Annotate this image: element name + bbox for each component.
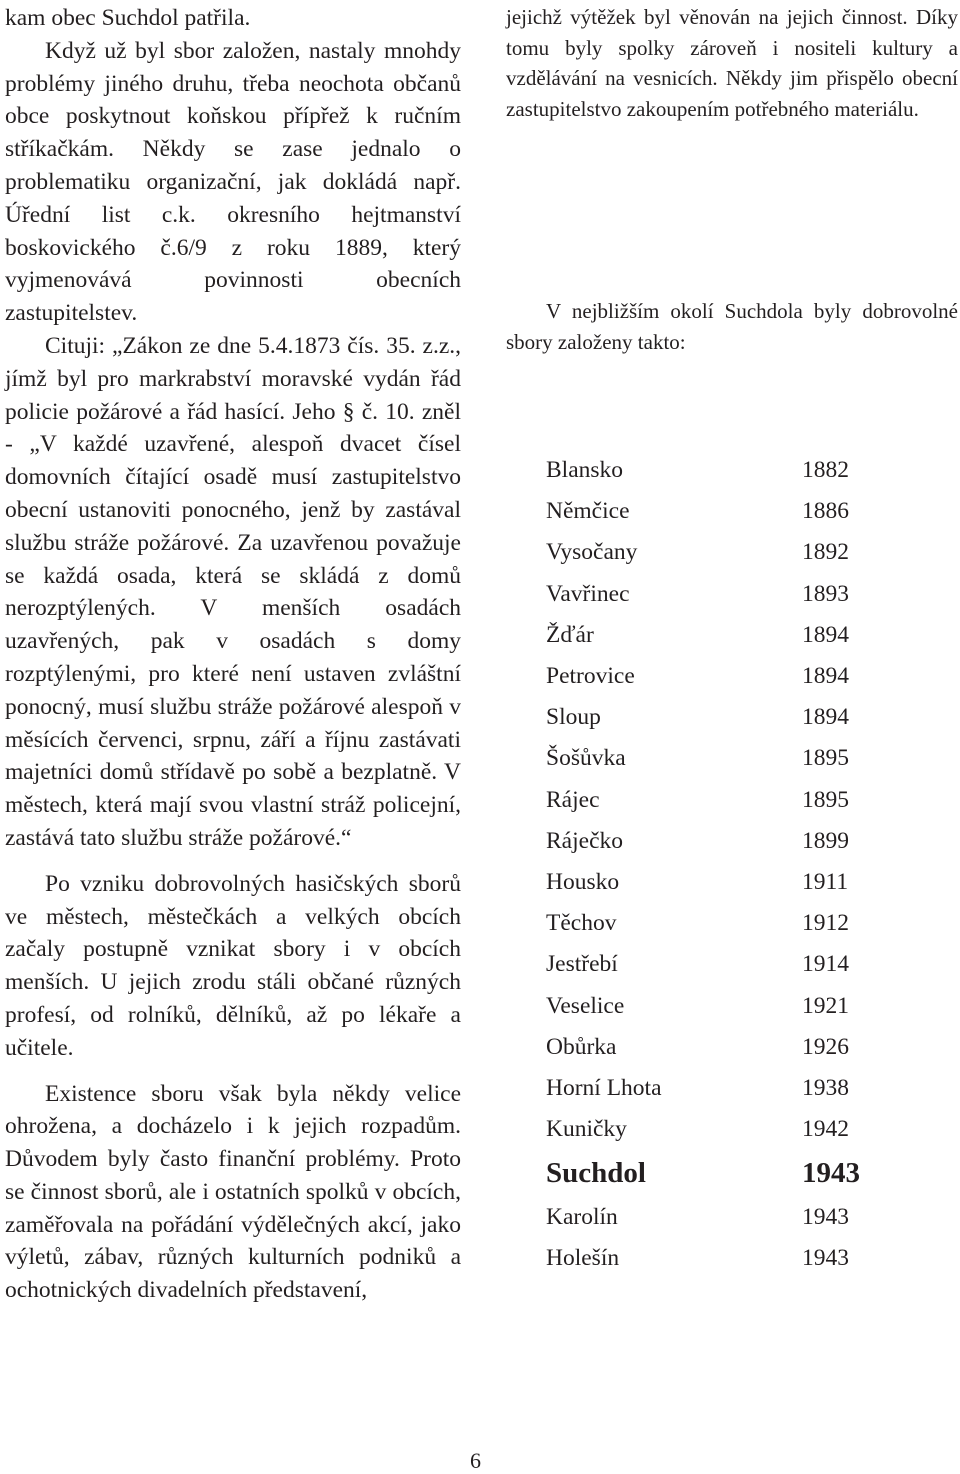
town-row <box>546 780 876 821</box>
town-row <box>546 944 876 985</box>
town-name: Rájec <box>546 786 600 813</box>
town-name: Jestřebí <box>546 951 618 978</box>
town-year: 1921 <box>802 992 849 1019</box>
town-name: Veselice <box>546 992 625 1019</box>
town-year: 1914 <box>802 951 849 978</box>
town-row <box>546 491 876 532</box>
town-year: 1899 <box>802 827 849 854</box>
towns-intro <box>506 296 958 357</box>
town-year: 1911 <box>802 868 849 895</box>
left-paragraph: Existence sboru však byla někdy velice ohrožena, a docházelo i k jejich rozpadům. Důvodem byly často finanční problémy. Proto se činnost sborů, ale i ostatních spolků v obcích, zaměřovala na pořádání výdělečných akcí, jako výletů, zábav, různých kulturních podniků a ochotnických divadelních představení, <box>5 1080 461 1304</box>
town-name: Housko <box>546 868 620 895</box>
town-row <box>546 1197 876 1238</box>
towns-table <box>546 450 876 1280</box>
town-name: Vysočany <box>546 539 638 566</box>
town-year: 1893 <box>802 580 849 607</box>
town-year: 1912 <box>802 910 849 937</box>
town-name: Němčice <box>546 498 630 525</box>
town-name: Ráječko <box>546 827 623 854</box>
town-name: Vavřinec <box>546 580 630 607</box>
town-year: 1892 <box>802 539 849 566</box>
town-year: 1894 <box>802 704 849 731</box>
town-name: Obůrka <box>546 1033 617 1060</box>
town-name: Horní Lhota <box>546 1074 662 1101</box>
town-row <box>546 615 876 656</box>
left-paragraph: kam obec Suchdol patřila. <box>5 5 251 31</box>
town-row <box>546 862 876 903</box>
town-row <box>546 1238 876 1279</box>
town-year: 1895 <box>802 786 849 813</box>
town-year: 1886 <box>802 498 849 525</box>
town-year: 1943 <box>802 1245 849 1272</box>
town-year: 1882 <box>802 457 849 484</box>
intro-paragraph: V nejbližším okolí Suchdola byly dobrovolné sbory založeny takto: <box>506 299 958 354</box>
town-row <box>546 738 876 779</box>
town-name: Karolín <box>546 1204 618 1231</box>
town-row <box>546 697 876 738</box>
town-name: Petrovice <box>546 663 635 690</box>
town-row <box>546 903 876 944</box>
town-row <box>546 1068 876 1109</box>
town-row <box>546 656 876 697</box>
town-row <box>546 574 876 615</box>
town-name: Holešín <box>546 1245 620 1272</box>
town-name: Žďár <box>546 621 594 648</box>
town-year: 1895 <box>802 745 849 772</box>
town-name: Kuničky <box>546 1116 627 1143</box>
town-name: Šošůvka <box>546 745 626 772</box>
town-name: Suchdol <box>546 1157 646 1190</box>
town-name: Blansko <box>546 457 624 484</box>
town-year: 1894 <box>802 621 849 648</box>
town-year: 1943 <box>802 1157 860 1190</box>
left-column <box>5 2 461 1307</box>
town-year: 1943 <box>802 1204 849 1231</box>
left-paragraph: Když už byl sbor založen, nastaly mnohdy problémy jiného druhu, třeba neochota občanů obce poskytnout koňskou přípřež k ručním stříkačkám. Někdy se zase jednalo o problematiku organizační, jak dokládá např. Úřední list c.k. okresního hejtmanství boskovického č.6/9 z roku 1889, který vyjmenovává povinnosti obecních zastupitelstev. <box>5 37 461 327</box>
town-name: Těchov <box>546 910 617 937</box>
town-row <box>546 450 876 491</box>
town-year: 1894 <box>802 663 849 690</box>
town-row <box>546 1109 876 1150</box>
town-row <box>546 1027 876 1068</box>
town-year: 1926 <box>802 1033 849 1060</box>
page-number: 6 <box>470 1448 481 1473</box>
town-row <box>546 985 876 1026</box>
town-year: 1938 <box>802 1074 849 1101</box>
right-paragraph: jejichž výtěžek byl věnován na jejich činnost. Díky tomu byly spolky zároveň i nositeli kultury a vzdělávání na vesnicích. Někdy jim přispělo obecní zastupitelstvo zakoupením potřebného materiálu. <box>506 5 958 121</box>
town-name: Sloup <box>546 704 601 731</box>
left-paragraph: Po vzniku dobrovolných hasičských sborů ve městech, městečkách a velkých obcích začaly postupně vznikat sbory i v obcích menších. U jejich zrodu stáli občané různých profesí, od rolníků, dělníků, až po lékaře a učitele. <box>5 870 461 1061</box>
left-paragraph: Cituji: „Zákon ze dne 5.4.1873 čís. 35. z.z., jímž byl pro markrabství moravské vydán řád policie požárové a řád hasící. Jeho § č. 10. zněl - „V každé uzavřené, alespoň dvacet čísel domovních čítající osadě musí zastupitelstvo obecní ustanoviti ponocného, jenž by zastával službu stráže požárové. Za uzavřenou považuje se každá osada, která se skládá z domů nerozptýlených. V menších osadách uzavřených, pak v osadách s domy rozptýlenými, pro které není ustaven zvláštní ponocný, musí službu stráže požárové alespoň v měsících červenci, srpnu, září a říjnu zastávati majetníci domů střídavě po sobě a bezplatně. V městech, která mají svou vlastní stráž policejní, zastává tato službu stráže požárové.“ <box>5 332 461 851</box>
right-column <box>506 2 958 124</box>
town-row <box>546 532 876 573</box>
town-year: 1942 <box>802 1116 849 1143</box>
town-row <box>546 1150 876 1197</box>
town-row <box>546 821 876 862</box>
